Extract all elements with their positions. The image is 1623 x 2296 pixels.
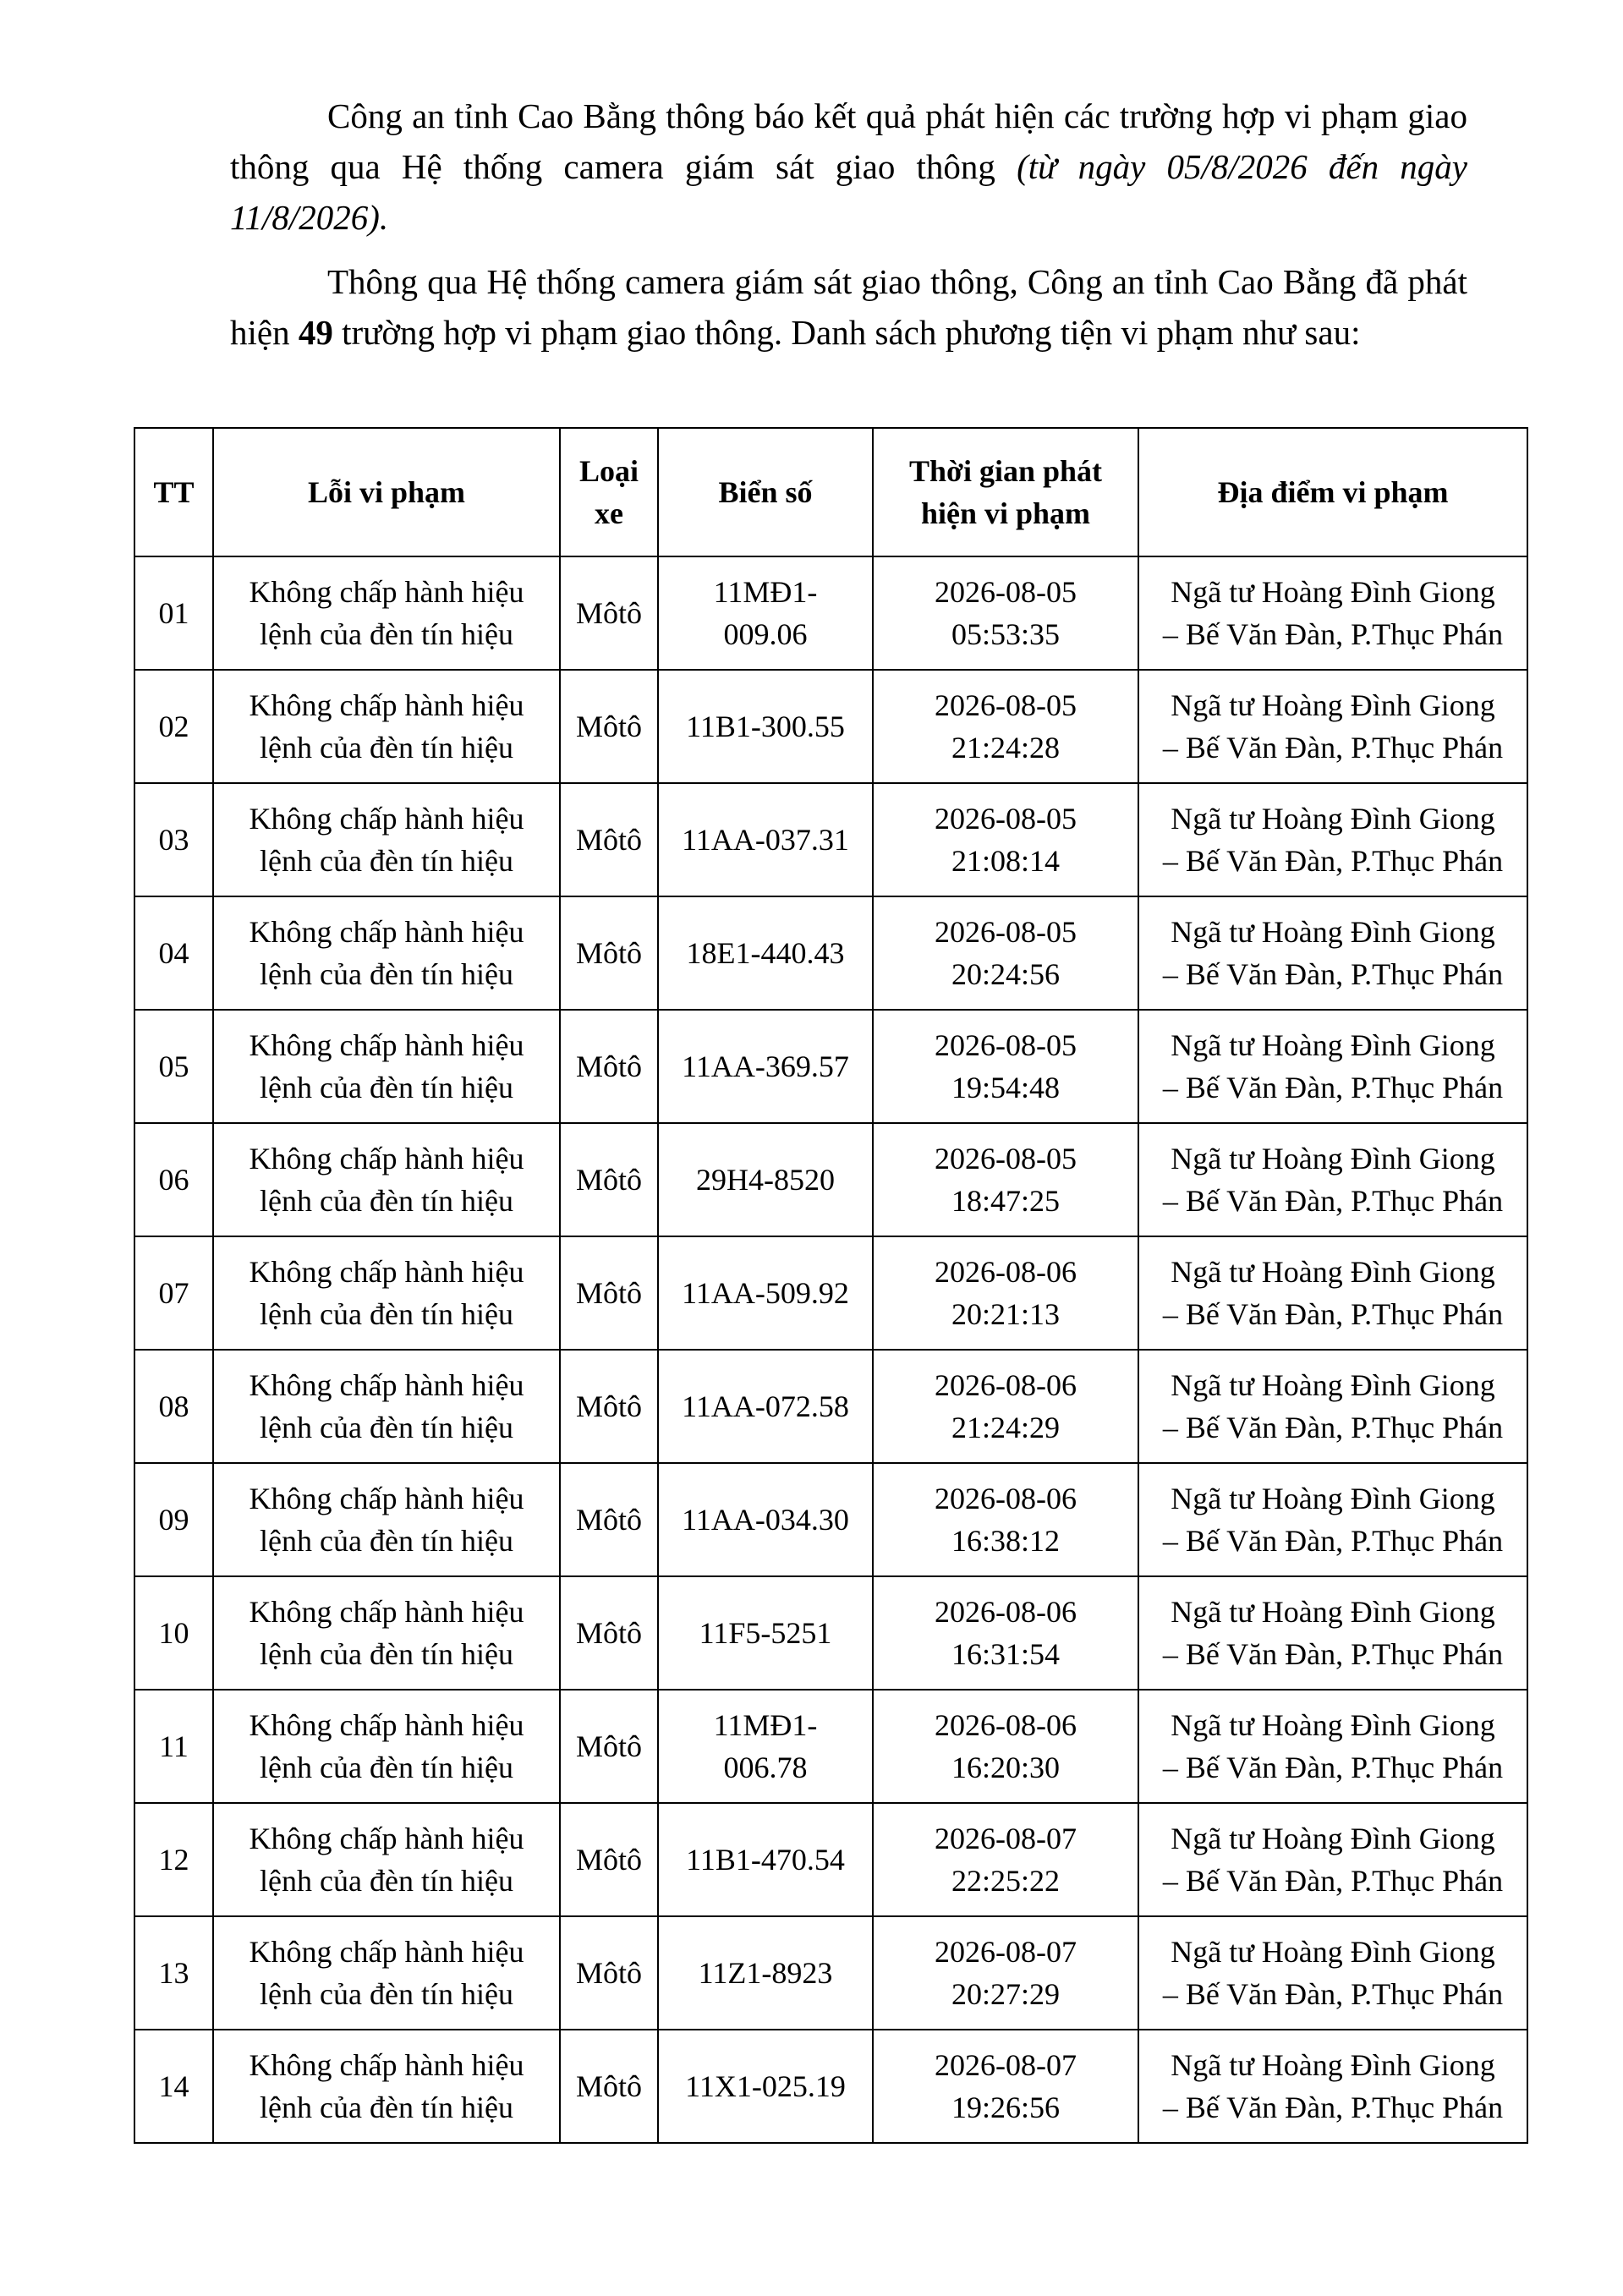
plate-number: 11X1-025.19: [685, 2069, 846, 2103]
cell-bien-so: [658, 670, 873, 783]
cell-tt: 07: [134, 1236, 213, 1350]
detection-time: 22:25:22: [951, 1864, 1060, 1898]
cell-tt: 02: [134, 670, 213, 783]
header-loai-xe: [560, 428, 658, 556]
cell-dia-diem: [1138, 1350, 1527, 1463]
location-line-1: Ngã tư Hoàng Đình Giong: [1171, 2048, 1495, 2082]
header-loai-xe-line-2: xe: [595, 496, 623, 530]
plate-number-continued: 009.06: [723, 617, 808, 651]
table-row: [134, 1236, 1527, 1350]
cell-loai-xe: Môtô: [560, 556, 658, 670]
violation-line-2: lệnh của đèn tín hiệu: [260, 1751, 513, 1784]
location-line-1: Ngã tư Hoàng Đình Giong: [1171, 802, 1495, 836]
plate-number: 11AA-034.30: [682, 1503, 849, 1537]
cell-loi-vi-pham: [213, 1010, 560, 1123]
table-row: [134, 1463, 1527, 1576]
cell-dia-diem: [1138, 1576, 1527, 1690]
violation-line-2: lệnh của đèn tín hiệu: [260, 1071, 513, 1104]
cell-loi-vi-pham: [213, 670, 560, 783]
detection-time: 21:08:14: [951, 844, 1060, 878]
cell-bien-so: [658, 1576, 873, 1690]
location-line-2: – Bế Văn Đàn, P.Thục Phán: [1162, 2091, 1504, 2124]
location-line-2: – Bế Văn Đàn, P.Thục Phán: [1162, 1524, 1504, 1558]
detection-date: 2026-08-06: [935, 1368, 1077, 1402]
table-row: [134, 2030, 1527, 2143]
cell-loi-vi-pham: [213, 1123, 560, 1236]
cell-loi-vi-pham: [213, 896, 560, 1010]
detection-time: 20:27:29: [951, 1977, 1060, 2011]
plate-number: 18E1-440.43: [686, 936, 845, 970]
cell-bien-so: [658, 1690, 873, 1803]
location-line-2: – Bế Văn Đàn, P.Thục Phán: [1162, 1071, 1504, 1104]
cell-loi-vi-pham: [213, 1690, 560, 1803]
detection-date: 2026-08-05: [935, 575, 1077, 609]
cell-bien-so: [658, 896, 873, 1010]
violation-line-2: lệnh của đèn tín hiệu: [260, 1524, 513, 1558]
detection-time: 18:47:25: [951, 1184, 1060, 1218]
cell-loi-vi-pham: [213, 556, 560, 670]
detection-time: 16:20:30: [951, 1751, 1060, 1784]
plate-number-continued: 006.78: [723, 1751, 808, 1784]
cell-thoi-gian: [873, 1010, 1138, 1123]
cell-thoi-gian: [873, 783, 1138, 896]
location-line-1: Ngã tư Hoàng Đình Giong: [1171, 1255, 1495, 1289]
cell-bien-so: [658, 2030, 873, 2143]
violations-table: [134, 427, 1528, 2144]
detection-date: 2026-08-05: [935, 688, 1077, 722]
violation-line-1: Không chấp hành hiệu: [249, 1482, 524, 1515]
plate-number: 11AA-369.57: [682, 1049, 849, 1083]
detection-time: 16:31:54: [951, 1637, 1060, 1671]
cell-thoi-gian: [873, 1916, 1138, 2030]
detection-date: 2026-08-07: [935, 1822, 1077, 1855]
detection-date: 2026-08-05: [935, 1142, 1077, 1175]
cell-tt: 03: [134, 783, 213, 896]
plate-number: 11AA-037.31: [682, 823, 849, 857]
intro-p2-after: trường hợp vi phạm giao thông. Danh sách phương tiện vi phạm như sau:: [332, 313, 1361, 352]
table-row: [134, 896, 1527, 1010]
violation-line-1: Không chấp hành hiệu: [249, 1935, 524, 1969]
cell-bien-so: [658, 1010, 873, 1123]
location-line-1: Ngã tư Hoàng Đình Giong: [1171, 1822, 1495, 1855]
violation-line-2: lệnh của đèn tín hiệu: [260, 1184, 513, 1218]
header-dia-diem: Địa điểm vi phạm: [1138, 428, 1527, 556]
table-header-row: [134, 428, 1527, 556]
location-line-1: Ngã tư Hoàng Đình Giong: [1171, 1142, 1495, 1175]
detection-time: 19:54:48: [951, 1071, 1060, 1104]
cell-loi-vi-pham: [213, 1803, 560, 1916]
cell-loi-vi-pham: [213, 2030, 560, 2143]
cell-dia-diem: [1138, 1690, 1527, 1803]
intro-paragraph-1: [230, 90, 1467, 243]
cell-thoi-gian: [873, 1236, 1138, 1350]
table-row: [134, 1690, 1527, 1803]
cell-tt: 04: [134, 896, 213, 1010]
violation-line-1: Không chấp hành hiệu: [249, 802, 524, 836]
violation-line-2: lệnh của đèn tín hiệu: [260, 1297, 513, 1331]
cell-thoi-gian: [873, 1690, 1138, 1803]
detection-date: 2026-08-05: [935, 802, 1077, 836]
table-row: [134, 1350, 1527, 1463]
header-thoi-gian-line-1: Thời gian phát: [908, 454, 1103, 488]
location-line-1: Ngã tư Hoàng Đình Giong: [1171, 1028, 1495, 1062]
table-row: [134, 1123, 1527, 1236]
table-body: [134, 556, 1527, 2143]
plate-number: 11MĐ1-: [713, 575, 818, 609]
cell-loi-vi-pham: [213, 1463, 560, 1576]
table-row: [134, 1010, 1527, 1123]
violation-line-2: lệnh của đèn tín hiệu: [260, 957, 513, 991]
cell-loai-xe: Môtô: [560, 1916, 658, 2030]
cell-bien-so: [658, 1916, 873, 2030]
cell-bien-so: [658, 1123, 873, 1236]
cell-loai-xe: Môtô: [560, 783, 658, 896]
cell-dia-diem: [1138, 1123, 1527, 1236]
violation-line-2: lệnh của đèn tín hiệu: [260, 1411, 513, 1444]
location-line-1: Ngã tư Hoàng Đình Giong: [1171, 1482, 1495, 1515]
cell-dia-diem: [1138, 556, 1527, 670]
violation-line-1: Không chấp hành hiệu: [249, 1255, 524, 1289]
violation-line-2: lệnh của đèn tín hiệu: [260, 1977, 513, 2011]
cell-thoi-gian: [873, 1350, 1138, 1463]
plate-number: 29H4-8520: [696, 1163, 835, 1197]
violation-line-1: Không chấp hành hiệu: [249, 1595, 524, 1629]
cell-thoi-gian: [873, 670, 1138, 783]
violation-line-2: lệnh của đèn tín hiệu: [260, 844, 513, 878]
cell-bien-so: [658, 1350, 873, 1463]
violation-line-1: Không chấp hành hiệu: [249, 1142, 524, 1175]
header-loi-vi-pham: Lỗi vi phạm: [213, 428, 560, 556]
violation-line-1: Không chấp hành hiệu: [249, 575, 524, 609]
location-line-1: Ngã tư Hoàng Đình Giong: [1171, 575, 1495, 609]
table-row: [134, 1803, 1527, 1916]
location-line-2: – Bế Văn Đàn, P.Thục Phán: [1162, 731, 1504, 764]
plate-number: 11AA-072.58: [682, 1389, 849, 1423]
location-line-1: Ngã tư Hoàng Đình Giong: [1171, 1935, 1495, 1969]
cell-loi-vi-pham: [213, 1576, 560, 1690]
violation-line-1: Không chấp hành hiệu: [249, 688, 524, 722]
violation-line-1: Không chấp hành hiệu: [249, 915, 524, 949]
cell-loi-vi-pham: [213, 783, 560, 896]
plate-number: 11F5-5251: [699, 1616, 832, 1650]
cell-loai-xe: Môtô: [560, 1803, 658, 1916]
location-line-2: – Bế Văn Đàn, P.Thục Phán: [1162, 957, 1504, 991]
table-row: [134, 783, 1527, 896]
header-tt: TT: [134, 428, 213, 556]
violation-line-2: lệnh của đèn tín hiệu: [260, 617, 513, 651]
cell-thoi-gian: [873, 896, 1138, 1010]
detection-date: 2026-08-06: [935, 1595, 1077, 1629]
plate-number: 11AA-509.92: [682, 1276, 849, 1310]
location-line-2: – Bế Văn Đàn, P.Thục Phán: [1162, 1297, 1504, 1331]
violation-count: 49: [298, 313, 333, 352]
cell-tt: 11: [134, 1690, 213, 1803]
cell-dia-diem: [1138, 670, 1527, 783]
cell-loai-xe: Môtô: [560, 2030, 658, 2143]
cell-dia-diem: [1138, 2030, 1527, 2143]
location-line-2: – Bế Văn Đàn, P.Thục Phán: [1162, 1184, 1504, 1218]
cell-dia-diem: [1138, 1916, 1527, 2030]
cell-dia-diem: [1138, 1803, 1527, 1916]
cell-dia-diem: [1138, 1010, 1527, 1123]
intro-p2-before: Thông qua Hệ thống camera giám sát giao thông, Công an tỉnh Cao Bằng đã phát hiện: [230, 262, 1467, 352]
cell-dia-diem: [1138, 896, 1527, 1010]
cell-loai-xe: Môtô: [560, 1010, 658, 1123]
cell-bien-so: [658, 1803, 873, 1916]
plate-number: 11Z1-8923: [698, 1956, 833, 1990]
table-row: [134, 670, 1527, 783]
cell-loai-xe: Môtô: [560, 1463, 658, 1576]
plate-number: 11B1-300.55: [686, 710, 845, 743]
cell-tt: 01: [134, 556, 213, 670]
violation-line-2: lệnh của đèn tín hiệu: [260, 2091, 513, 2124]
header-thoi-gian-line-2: hiện vi phạm: [920, 496, 1091, 530]
cell-loi-vi-pham: [213, 1350, 560, 1463]
location-line-1: Ngã tư Hoàng Đình Giong: [1171, 915, 1495, 949]
violation-line-2: lệnh của đèn tín hiệu: [260, 731, 513, 764]
detection-time: 21:24:29: [951, 1411, 1060, 1444]
cell-dia-diem: [1138, 783, 1527, 896]
header-thoi-gian: [873, 428, 1138, 556]
table-row: [134, 1576, 1527, 1690]
cell-dia-diem: [1138, 1236, 1527, 1350]
cell-bien-so: [658, 556, 873, 670]
cell-loai-xe: Môtô: [560, 896, 658, 1010]
detection-date: 2026-08-06: [935, 1482, 1077, 1515]
cell-loai-xe: Môtô: [560, 1690, 658, 1803]
detection-time: 16:38:12: [951, 1524, 1060, 1558]
violation-line-1: Không chấp hành hiệu: [249, 2048, 524, 2082]
cell-bien-so: [658, 1463, 873, 1576]
cell-loai-xe: Môtô: [560, 1236, 658, 1350]
location-line-2: – Bế Văn Đàn, P.Thục Phán: [1162, 1977, 1504, 2011]
cell-dia-diem: [1138, 1463, 1527, 1576]
header-loai-xe-line-1: Loại: [578, 454, 639, 488]
cell-loai-xe: Môtô: [560, 1123, 658, 1236]
detection-date: 2026-08-07: [935, 2048, 1077, 2082]
detection-time: 19:26:56: [951, 2091, 1060, 2124]
detection-date: 2026-08-07: [935, 1935, 1077, 1969]
violation-line-2: lệnh của đèn tín hiệu: [260, 1637, 513, 1671]
cell-thoi-gian: [873, 2030, 1138, 2143]
cell-bien-so: [658, 783, 873, 896]
detection-date: 2026-08-05: [935, 1028, 1077, 1062]
table-row: [134, 556, 1527, 670]
violation-line-1: Không chấp hành hiệu: [249, 1822, 524, 1855]
detection-date: 2026-08-05: [935, 915, 1077, 949]
detection-time: 20:21:13: [951, 1297, 1060, 1331]
cell-loai-xe: Môtô: [560, 670, 658, 783]
violation-line-2: lệnh của đèn tín hiệu: [260, 1864, 513, 1898]
violation-line-1: Không chấp hành hiệu: [249, 1368, 524, 1402]
cell-thoi-gian: [873, 556, 1138, 670]
plate-number: 11B1-470.54: [686, 1843, 845, 1877]
detection-time: 05:53:35: [951, 617, 1060, 651]
detection-time: 21:24:28: [951, 731, 1060, 764]
cell-tt: 10: [134, 1576, 213, 1690]
cell-tt: 05: [134, 1010, 213, 1123]
location-line-2: – Bế Văn Đàn, P.Thục Phán: [1162, 1864, 1504, 1898]
cell-tt: 14: [134, 2030, 213, 2143]
plate-number: 11MĐ1-: [713, 1708, 818, 1742]
cell-tt: 06: [134, 1123, 213, 1236]
detection-date: 2026-08-06: [935, 1255, 1077, 1289]
intro-p1-date-range: (từ ngày 05/8/2026 đến ngày 11/8/2026).: [230, 147, 1467, 237]
cell-loi-vi-pham: [213, 1916, 560, 2030]
location-line-2: – Bế Văn Đàn, P.Thục Phán: [1162, 844, 1504, 878]
cell-tt: 13: [134, 1916, 213, 2030]
location-line-2: – Bế Văn Đàn, P.Thục Phán: [1162, 617, 1504, 651]
cell-thoi-gian: [873, 1123, 1138, 1236]
cell-loi-vi-pham: [213, 1236, 560, 1350]
table-row: [134, 1916, 1527, 2030]
location-line-1: Ngã tư Hoàng Đình Giong: [1171, 688, 1495, 722]
cell-tt: 08: [134, 1350, 213, 1463]
intro-paragraph-2: [230, 256, 1467, 358]
cell-loai-xe: Môtô: [560, 1350, 658, 1463]
cell-tt: 09: [134, 1463, 213, 1576]
header-bien-so: Biển số: [658, 428, 873, 556]
detection-date: 2026-08-06: [935, 1708, 1077, 1742]
location-line-1: Ngã tư Hoàng Đình Giong: [1171, 1708, 1495, 1742]
detection-time: 20:24:56: [951, 957, 1060, 991]
intro-p1-text: Công an tỉnh Cao Bằng thông báo kết quả phát hiện các trường hợp vi phạm giao thông qua Hệ thống camera giám sát giao thông: [230, 96, 1467, 186]
cell-thoi-gian: [873, 1576, 1138, 1690]
cell-bien-so: [658, 1236, 873, 1350]
cell-tt: 12: [134, 1803, 213, 1916]
violation-line-1: Không chấp hành hiệu: [249, 1028, 524, 1062]
location-line-1: Ngã tư Hoàng Đình Giong: [1171, 1595, 1495, 1629]
location-line-2: – Bế Văn Đàn, P.Thục Phán: [1162, 1751, 1504, 1784]
location-line-2: – Bế Văn Đàn, P.Thục Phán: [1162, 1411, 1504, 1444]
cell-thoi-gian: [873, 1803, 1138, 1916]
cell-thoi-gian: [873, 1463, 1138, 1576]
violation-line-1: Không chấp hành hiệu: [249, 1708, 524, 1742]
cell-loai-xe: Môtô: [560, 1576, 658, 1690]
location-line-1: Ngã tư Hoàng Đình Giong: [1171, 1368, 1495, 1402]
location-line-2: – Bế Văn Đàn, P.Thục Phán: [1162, 1637, 1504, 1671]
